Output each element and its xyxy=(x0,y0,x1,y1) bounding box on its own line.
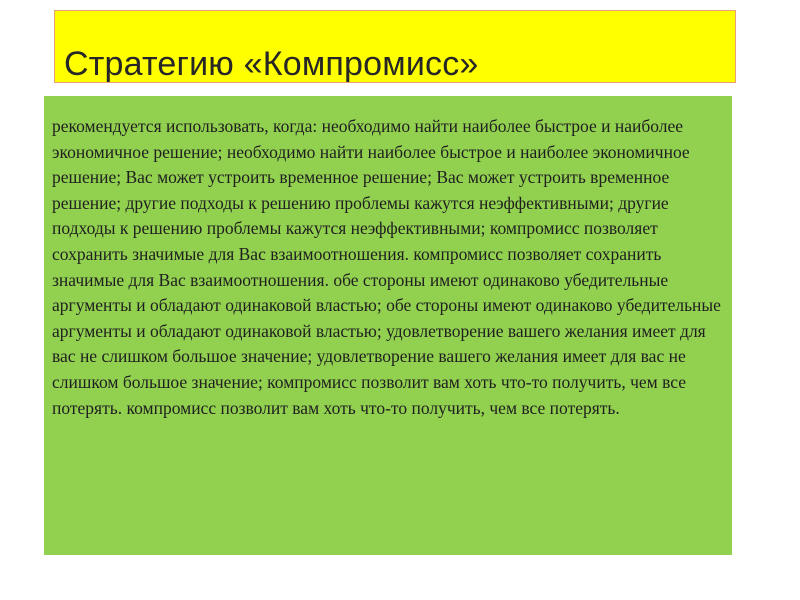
body-box xyxy=(44,96,732,555)
slide-title: Стратегию «Компромисс» xyxy=(64,45,479,83)
slide-body-text: рекомендуется использовать, когда: необходимо найти наиболее быстрое и наиболее экономичное решение; необходимо найти наиболее быстрое и наиболее экономичное решение; Вас может устроить временное решение; Вас может устроить временное решение; другие подходы к решению проблемы кажутся неэффективными; другие подходы к решению проблемы кажутся неэффективными; компромисс позволяет сохранить значимые для Вас взаимоотношения. компромисс позволяет сохранить значимые для Вас взаимоотношения. обе стороны имеют одинаково убедительные аргументы и обладают одинаковой властью; обе стороны имеют одинаково убедительные аргументы и обладают одинаковой властью; удовлетворение вашего желания имеет для вас не слишком большое значение; удовлетворение вашего желания имеет для вас не слишком большое значение; компромисс позволит вам хоть что-то получить, чем все потерять. компромисс позволит вам хоть что-то получить, чем все потерять. xyxy=(52,116,721,418)
title-box xyxy=(54,10,736,83)
